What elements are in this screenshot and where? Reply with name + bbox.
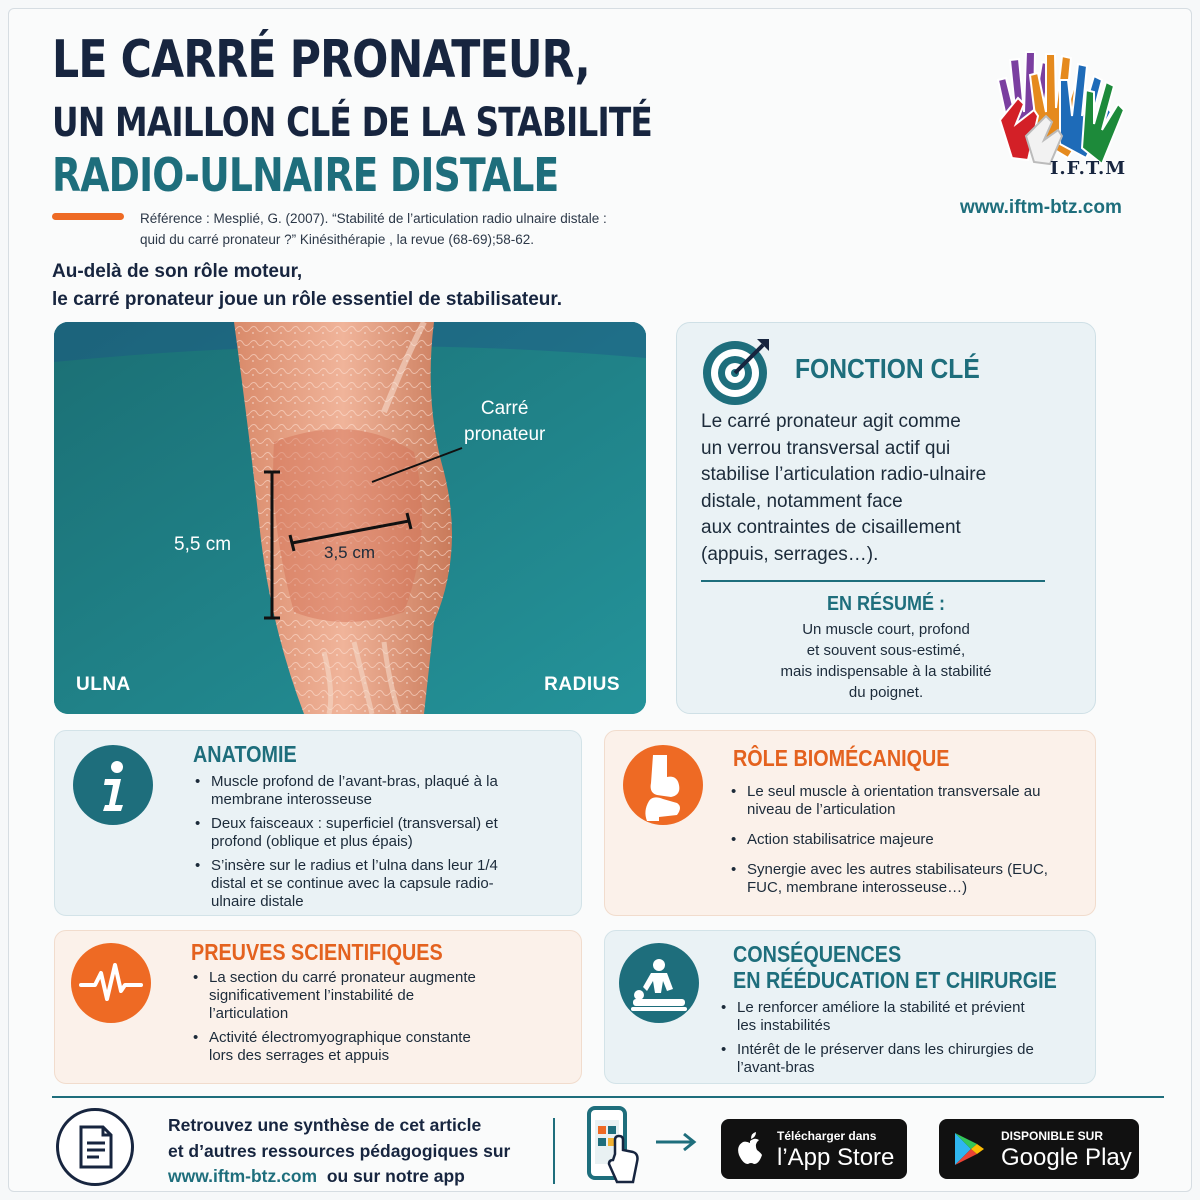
list-item: • Deux faisceaux : superficiel (transversal) et profond (oblique et plus épais) (193, 815, 523, 851)
divider (701, 580, 1045, 582)
title-line-3: RADIO-ULNAIRE DISTALE (52, 148, 559, 202)
website-link[interactable]: www.iftm-btz.com (960, 197, 1122, 218)
target-icon (699, 333, 775, 409)
fonction-cle-title: FONCTION CLÉ (795, 353, 980, 384)
consequences-title-line-1: CONSÉQUENCES (733, 941, 902, 967)
list-item: • La section du carré pronateur augmente significativement l’instabilité de l’articulation (191, 969, 491, 1023)
footer-divider (52, 1096, 1164, 1098)
consequences-title (733, 941, 1057, 993)
length-label: 5,5 cm (174, 534, 232, 555)
therapist-icon (619, 943, 699, 1023)
summary-line: du poignet. (848, 684, 924, 701)
iftm-hands-logo (990, 40, 1140, 170)
ulna-label: ULNA (76, 674, 131, 695)
summary-text (677, 619, 1095, 703)
logo-text: I.F.T.M (1050, 158, 1127, 179)
anatomie-list (193, 773, 523, 917)
heartbeat-icon (71, 943, 151, 1023)
fonction-cle-line: (appuis, serrages…). (701, 543, 879, 565)
photo-illustration (54, 322, 646, 714)
role-card (604, 730, 1096, 916)
muscle-label-line-2: pronateur (464, 424, 546, 445)
title-line-1: LE CARRÉ PRONATEUR, (52, 30, 590, 90)
preuves-title: PREUVES SCIENTIFIQUES (191, 939, 443, 965)
google-play-small-label: DISPONIBLE SUR (1001, 1129, 1104, 1143)
footer-website-link[interactable]: www.iftm-btz.com (168, 1166, 318, 1186)
google-play-button[interactable] (939, 1119, 1139, 1179)
fonction-cle-line: aux contraintes de cisaillement (701, 517, 961, 538)
list-item: • Synergie avec les autres stabilisateurs (EUC, FUC, membrane interosseuse…) (729, 861, 1069, 897)
list-item: • Muscle profond de l’avant-bras, plaqué à la membrane interosseuse (193, 773, 523, 809)
list-item: • S’insère sur le radius et l’ulna dans leur 1/4 distal et se continue avec la capsule radio-ulnaire distale (193, 857, 523, 911)
app-store-label: l’App Store (777, 1144, 895, 1171)
footer-line-3-suffix: ou sur notre app (326, 1166, 465, 1186)
summary-line: mais indispensable à la stabilité (780, 663, 992, 680)
summary-line: Un muscle court, profond (802, 621, 970, 638)
footer-line-1: Retrouvez une synthèse de cet article (168, 1115, 482, 1135)
footer-line-3 (168, 1164, 510, 1190)
list-item: • Intérêt de le préserver dans les chirurgies de l’avant-bras (719, 1041, 1039, 1077)
anatomie-card (54, 730, 582, 916)
arrow-right-icon (652, 1130, 702, 1154)
document-icon (56, 1108, 134, 1186)
consequences-card (604, 930, 1096, 1084)
anatomie-title: ANATOMIE (193, 741, 297, 767)
muscle-label-line-1: Carré (480, 398, 529, 419)
fonction-cle-card (676, 322, 1096, 714)
summary-title: EN RÉSUMÉ : (826, 593, 946, 615)
anatomy-photo (54, 322, 646, 714)
radius-label: RADIUS (544, 674, 620, 695)
footer-text (168, 1113, 510, 1190)
width-label: 3,5 cm (324, 543, 376, 562)
fonction-cle-line: distale, notamment face (701, 490, 903, 512)
list-item: • Action stabilisatrice majeure (729, 831, 1069, 849)
consequences-list (719, 999, 1039, 1083)
list-item: • Le renforcer améliore la stabilité et prévient les instabilités (719, 999, 1039, 1035)
preuves-card (54, 930, 582, 1084)
footer-separator (553, 1118, 555, 1184)
phone-app-icon (583, 1106, 653, 1190)
joint-icon (623, 745, 703, 825)
list-item: • Le seul muscle à orientation transversale au niveau de l’articulation (729, 783, 1069, 819)
reference-line-2: quid du carré pronateur ?” Kinésithérapie , la revue (68-69);58-62. (140, 232, 534, 247)
reference-accent-bar (52, 213, 124, 220)
intro-line-2: le carré pronateur joue un rôle essentiel de stabilisateur. (52, 289, 563, 310)
role-title: RÔLE BIOMÉCANIQUE (733, 745, 950, 771)
fonction-cle-line: un verrou transversal actif qui (701, 437, 951, 459)
intro (52, 258, 562, 314)
intro-line-1: Au-delà de son rôle moteur, (52, 261, 303, 282)
fonction-cle-line: stabilise l’articulation radio-ulnaire (701, 464, 987, 485)
reference (140, 208, 720, 250)
info-icon (73, 745, 153, 825)
muscle-label (464, 396, 545, 448)
list-item: • Activité électromyographique constante lors des serrages et appuis (191, 1029, 491, 1065)
google-play-icon (953, 1131, 985, 1167)
reference-line-1: Référence : Mesplié, G. (2007). “Stabilité de l’articulation radio ulnaire distale : (140, 211, 607, 226)
app-store-button[interactable] (721, 1119, 907, 1179)
app-store-small-label: Télécharger dans (777, 1129, 877, 1143)
apple-icon (735, 1131, 765, 1167)
google-play-label: Google Play (1001, 1144, 1132, 1171)
fonction-cle-body (701, 409, 1071, 568)
footer-line-2: et d’autres ressources pédagogiques sur (168, 1140, 511, 1161)
consequences-title-line-2: EN RÉÉDUCATION ET CHIRURGIE (733, 967, 1057, 993)
role-list (729, 783, 1069, 903)
title-line-2: UN MAILLON CLÉ DE LA STABILITÉ (52, 100, 652, 146)
summary-line: et souvent sous-estimé, (806, 642, 966, 659)
preuves-list (191, 969, 491, 1071)
fonction-cle-line: Le carré pronateur agit comme (701, 411, 961, 432)
